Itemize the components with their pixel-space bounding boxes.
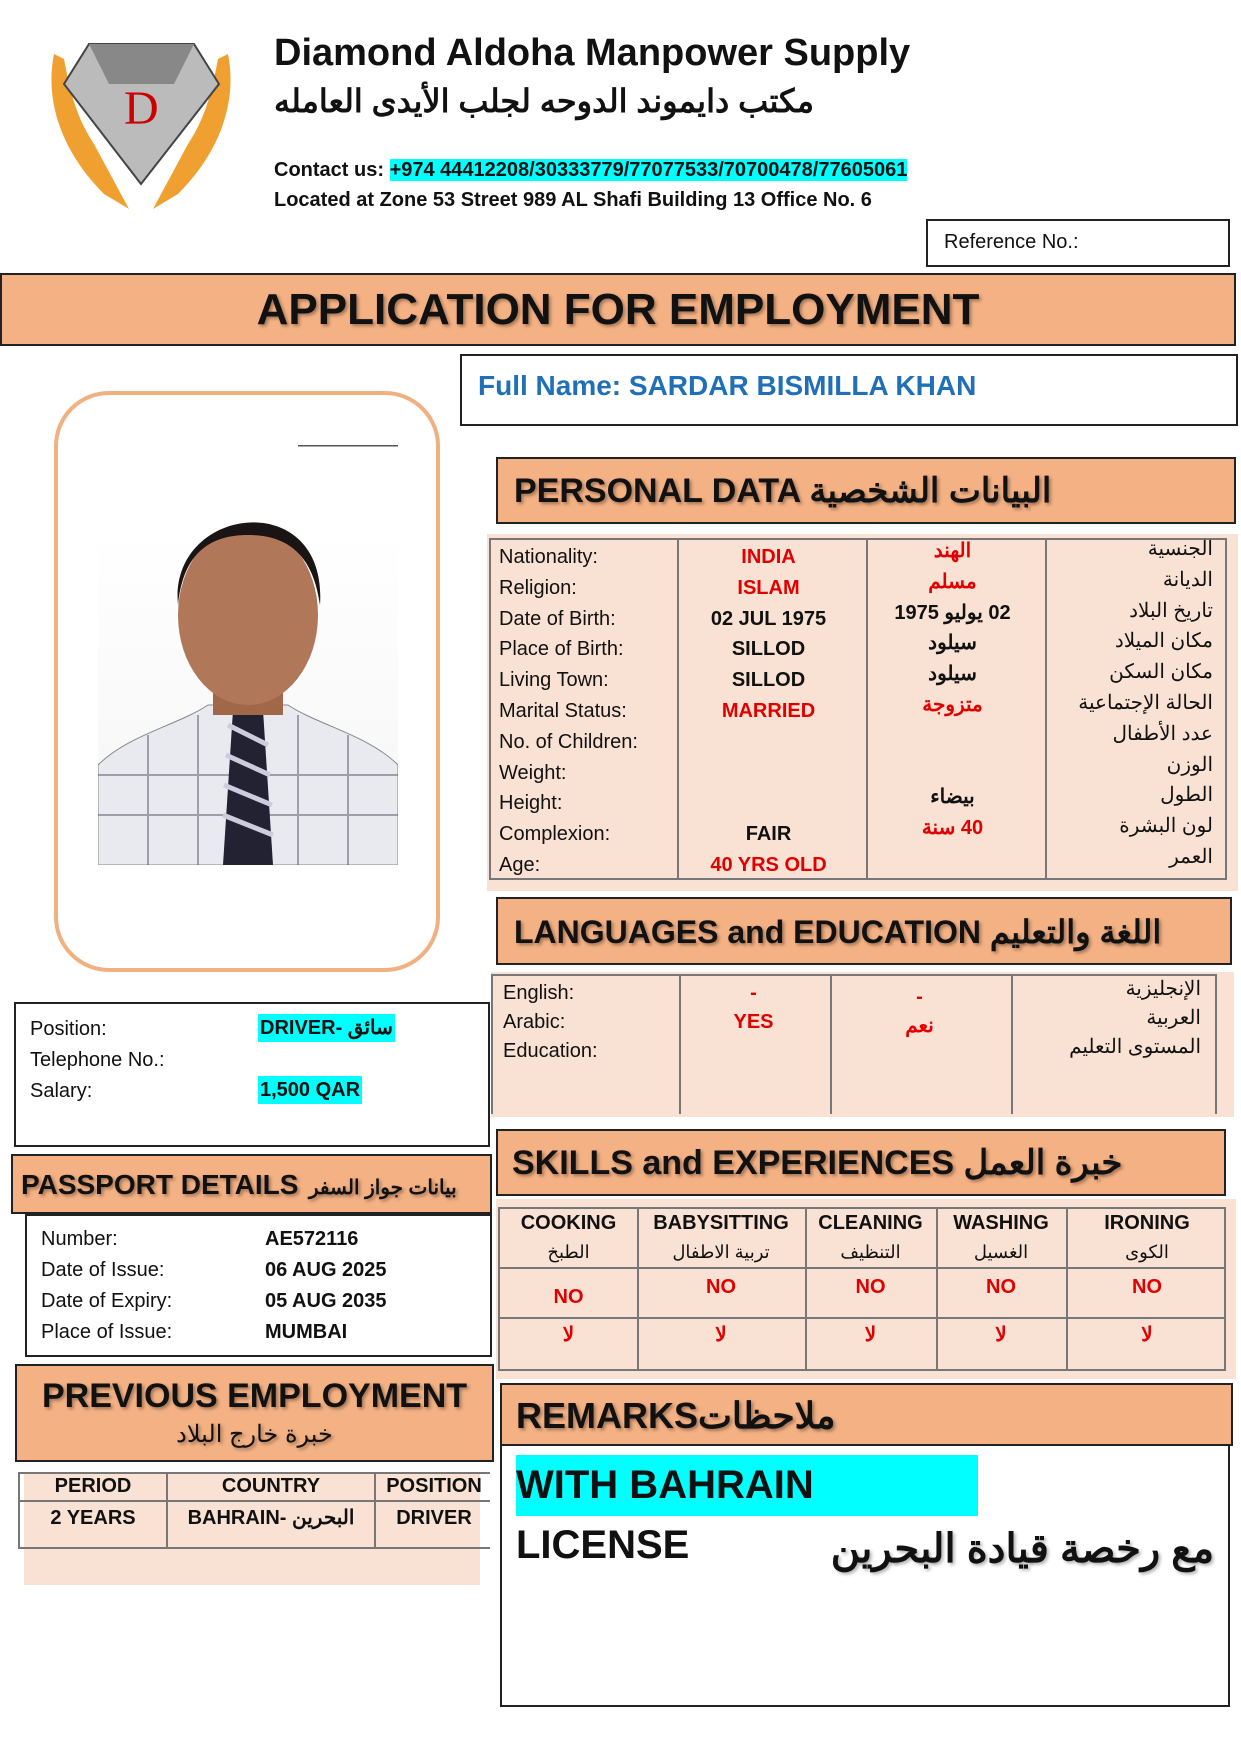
previous-column-header: COUNTRY bbox=[221, 1475, 321, 1497]
remarks-header bbox=[500, 1383, 1233, 1446]
skill-name-arabic: الغسيل bbox=[973, 1242, 1029, 1262]
skill-value: NO bbox=[986, 1276, 1016, 1298]
personal-value-arabic: متزوجة bbox=[922, 694, 983, 716]
language-label: English: bbox=[503, 982, 575, 1004]
company-name-arabic: مكتب دايموند الدوحه لجلب الأيدى العامله bbox=[274, 83, 814, 119]
company-logo bbox=[34, 34, 248, 214]
personal-label: Weight: bbox=[499, 761, 567, 784]
applicant-photo-frame bbox=[54, 391, 440, 972]
reference-box bbox=[926, 219, 1230, 267]
remarks-box bbox=[500, 1446, 1230, 1707]
passport-value: 05 AUG 2035 bbox=[265, 1290, 387, 1312]
passport-value: AE572116 bbox=[265, 1228, 359, 1250]
skill-name: COOKING bbox=[520, 1212, 617, 1234]
personal-value: FAIR bbox=[745, 823, 792, 846]
language-value: - bbox=[750, 982, 757, 1004]
position-label: Position: bbox=[30, 1018, 107, 1040]
personal-label: Living Town: bbox=[499, 669, 609, 692]
language-label-arabic: الإنجليزية bbox=[1125, 978, 1201, 1000]
skill-value-arabic: لا bbox=[715, 1324, 727, 1346]
position-box bbox=[14, 1002, 490, 1147]
skill-name: WASHING bbox=[953, 1212, 1049, 1234]
passport-value: MUMBAI bbox=[265, 1321, 348, 1343]
company-name: Diamond Aldoha Manpower Supply bbox=[274, 32, 911, 74]
language-label-arabic: العربية bbox=[1146, 1007, 1201, 1029]
personal-label-arabic: عدد الأطفال bbox=[1112, 722, 1213, 745]
passport-label: Place of Issue: bbox=[41, 1321, 173, 1343]
personal-value: SILLOD bbox=[731, 638, 806, 661]
languages-table bbox=[491, 972, 1234, 1117]
passport-header-text: PASSPORT DETAILS bbox=[21, 1169, 299, 1200]
skill-value-arabic: لا bbox=[1141, 1324, 1153, 1346]
page-title bbox=[0, 273, 1236, 346]
personal-data-header-text: PERSONAL DATA البيانات الشخصية bbox=[514, 472, 1052, 510]
personal-label-arabic: الطول bbox=[1160, 784, 1213, 807]
personal-value: MARRIED bbox=[721, 700, 816, 722]
skill-value-arabic: لا bbox=[864, 1324, 877, 1346]
previous-employment-title: PREVIOUS EMPLOYMENT bbox=[41, 1377, 468, 1415]
personal-value-arabic: 40 سنة bbox=[921, 817, 984, 840]
company-address: Located at Zone 53 Street 989 AL Shafi Building 13 Office No. 6 bbox=[274, 189, 872, 211]
remarks-header-text: REMARKSملاحظات bbox=[516, 1395, 836, 1436]
skill-name-arabic: الكوى bbox=[1125, 1242, 1169, 1262]
personal-label-arabic: الديانة bbox=[1162, 568, 1213, 591]
languages-header bbox=[496, 897, 1232, 965]
personal-label: Place of Birth: bbox=[499, 638, 624, 661]
position-label: Telephone No.: bbox=[30, 1049, 165, 1071]
languages-header-text: LANGUAGES and EDUCATION اللغة والتعليم bbox=[514, 914, 1162, 950]
passport-label: Date of Expiry: bbox=[41, 1290, 173, 1312]
skill-name-arabic: الطبخ bbox=[547, 1242, 590, 1262]
language-label-arabic: المستوى التعليم bbox=[1069, 1036, 1201, 1058]
language-value: YES bbox=[733, 1011, 774, 1033]
passport-header-arabic: بيانات جواز السفر bbox=[308, 1177, 457, 1199]
skill-name: IRONING bbox=[1104, 1212, 1190, 1234]
reference-label: Reference No.: bbox=[944, 231, 1079, 253]
personal-value-arabic: 02 يوليو 1975 bbox=[894, 601, 1011, 624]
full-name: Full Name: SARDAR BISMILLA KHAN bbox=[478, 370, 977, 401]
full-name-box bbox=[460, 354, 1238, 426]
personal-data-header bbox=[496, 457, 1236, 524]
personal-value: ISLAM bbox=[737, 576, 800, 599]
previous-column-header: POSITION bbox=[386, 1475, 482, 1497]
personal-label-arabic: مكان السكن bbox=[1109, 661, 1213, 684]
passport-box bbox=[25, 1214, 492, 1357]
personal-label-arabic: العمر bbox=[1169, 846, 1213, 868]
previous-employment-title-arabic: خبرة خارج البلاد bbox=[176, 1421, 333, 1448]
position-label: Salary: bbox=[30, 1080, 93, 1102]
contact-line bbox=[274, 159, 907, 182]
personal-value: 40 YRS OLD bbox=[710, 854, 827, 876]
personal-value-arabic: سيلود bbox=[928, 663, 977, 686]
language-label: Arabic: bbox=[503, 1011, 566, 1033]
skill-name: CLEANING bbox=[818, 1212, 923, 1234]
skill-value: NO bbox=[1132, 1276, 1162, 1298]
remarks-english: WITH BAHRAIN LICENSE bbox=[516, 1455, 978, 1516]
personal-label: Date of Birth: bbox=[499, 607, 616, 630]
personal-label: Age: bbox=[499, 854, 541, 876]
skills-header-text: SKILLS and EXPERIENCES خبرة العمل bbox=[512, 1144, 1123, 1182]
language-label: Education: bbox=[503, 1040, 598, 1062]
svg-text:D: D bbox=[124, 82, 159, 135]
position-value: 1,500 QAR bbox=[258, 1076, 362, 1104]
skill-value: NO bbox=[855, 1276, 886, 1298]
previous-cell: BAHRAIN- البحرين bbox=[187, 1507, 355, 1529]
position-value: DRIVER- سائق bbox=[258, 1014, 395, 1042]
passport-label: Number: bbox=[41, 1228, 118, 1250]
previous-cell: 2 YEARS bbox=[50, 1507, 136, 1529]
personal-label-arabic: مكان الميلاد bbox=[1114, 630, 1213, 653]
language-value-arabic: - bbox=[916, 986, 923, 1008]
applicant-photo bbox=[98, 445, 398, 865]
personal-value-arabic: الهند bbox=[933, 540, 972, 562]
previous-cell: DRIVER bbox=[396, 1507, 472, 1529]
skill-value-arabic: لا bbox=[995, 1324, 1007, 1346]
remarks-arabic: مع رخصة قيادة البحرين bbox=[830, 1527, 1214, 1571]
personal-label-arabic: الوزن bbox=[1166, 753, 1213, 776]
previous-column-header: PERIOD bbox=[54, 1475, 132, 1497]
personal-label: Nationality: bbox=[499, 546, 598, 568]
personal-label: Religion: bbox=[499, 576, 577, 599]
personal-label: No. of Children: bbox=[499, 730, 638, 753]
previous-employment-table bbox=[18, 1472, 490, 1549]
skill-name-arabic: تربية الاطفال bbox=[672, 1242, 770, 1262]
personal-value-arabic: مسلم bbox=[928, 570, 977, 593]
personal-value: 02 JUL 1975 bbox=[710, 607, 827, 630]
skill-name-arabic: التنظيف bbox=[840, 1242, 901, 1262]
contact-label: Contact us: bbox=[274, 159, 384, 181]
contact-numbers: +974 44412208/30333779/77077533/70700478/77605061 bbox=[389, 159, 908, 181]
skill-name: BABYSITTING bbox=[653, 1212, 789, 1234]
skills-header bbox=[496, 1129, 1226, 1196]
personal-label-arabic: لون البشرة bbox=[1119, 815, 1213, 838]
page-title-text: APPLICATION FOR EMPLOYMENT bbox=[256, 285, 980, 334]
personal-label: Height: bbox=[499, 792, 563, 815]
skill-value-arabic: لا bbox=[562, 1324, 575, 1346]
language-value-arabic: نعم bbox=[905, 1015, 934, 1037]
personal-label-arabic: تاريخ البلاد bbox=[1129, 599, 1213, 622]
previous-employment-header bbox=[15, 1364, 494, 1462]
passport-value: 06 AUG 2025 bbox=[265, 1259, 387, 1281]
passport-label: Date of Issue: bbox=[41, 1259, 165, 1281]
skills-table bbox=[498, 1207, 1226, 1371]
passport-header bbox=[11, 1154, 492, 1214]
personal-label: Complexion: bbox=[499, 823, 611, 846]
personal-value: INDIA bbox=[741, 546, 796, 568]
personal-label: Marital Status: bbox=[499, 700, 627, 722]
personal-label-arabic: الحالة الإجتماعية bbox=[1078, 692, 1213, 714]
personal-value: SILLOD bbox=[731, 669, 806, 692]
skill-value: NO bbox=[706, 1276, 736, 1298]
personal-value-arabic: بيضاء bbox=[930, 786, 975, 809]
personal-label-arabic: الجنسية bbox=[1147, 538, 1213, 560]
personal-data-table bbox=[487, 534, 1238, 891]
personal-value-arabic: سيلود bbox=[928, 632, 977, 655]
skill-value: NO bbox=[553, 1286, 584, 1308]
